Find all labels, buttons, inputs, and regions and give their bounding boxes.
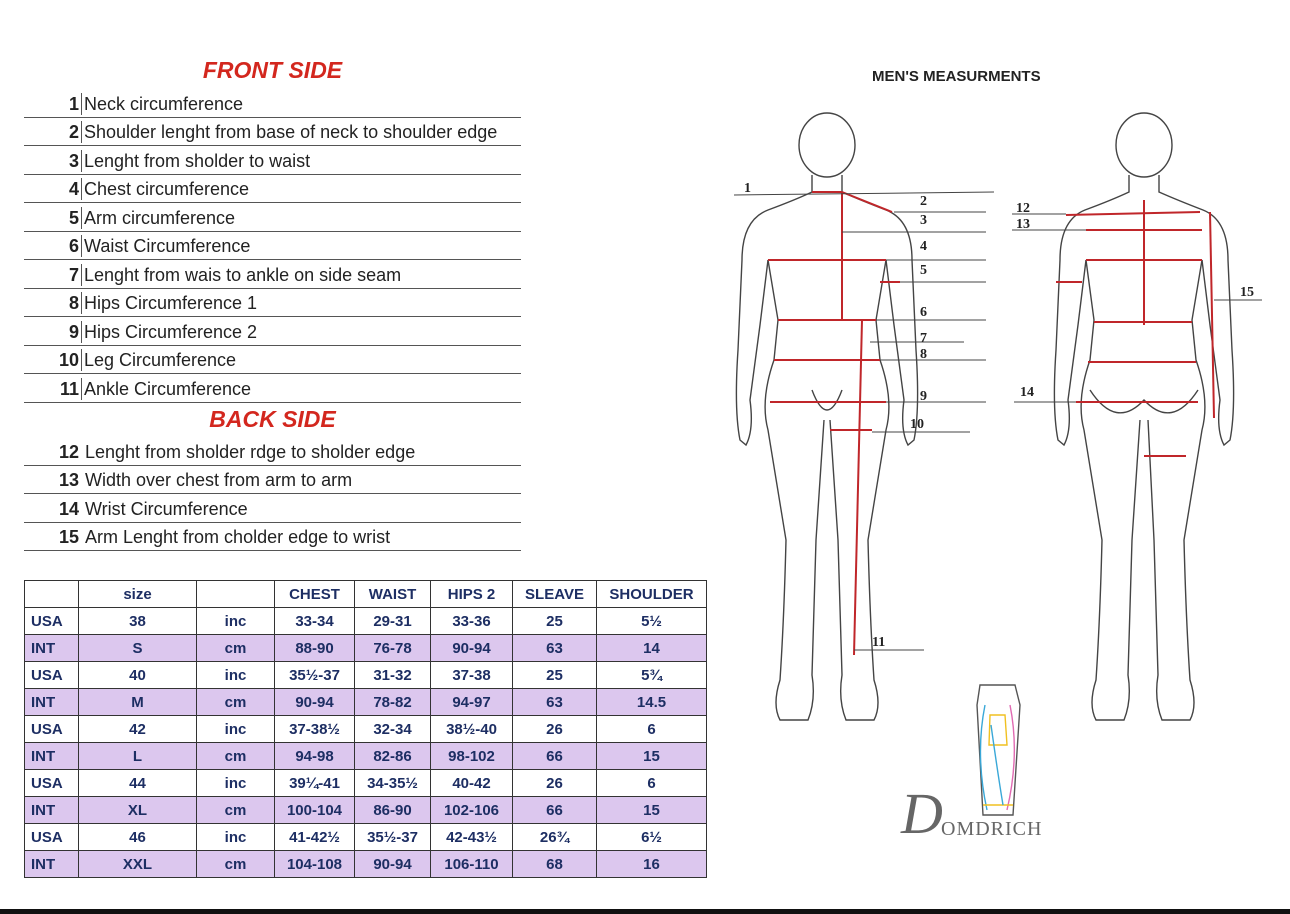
size-table-cell: 66 <box>513 743 597 770</box>
measurement-text: Leg Circumference <box>81 349 236 371</box>
measurement-item <box>24 175 521 204</box>
size-table-cell: USA <box>25 608 79 635</box>
size-table-cell: inc <box>197 716 275 743</box>
figure-label-front: 8 <box>920 347 927 362</box>
size-table-cell: 15 <box>597 743 707 770</box>
size-table-cell: 16 <box>597 851 707 878</box>
size-table-row <box>25 824 707 851</box>
size-chart-table <box>24 580 707 878</box>
size-table-cell: 26 <box>513 770 597 797</box>
measurement-number: 7 <box>68 264 79 285</box>
size-table-row <box>25 797 707 824</box>
size-table-cell: 104-108 <box>275 851 355 878</box>
measurement-text: Shoulder lenght from base of neck to shoulder edge <box>81 121 497 143</box>
measurement-number: 10 <box>58 350 79 370</box>
measurement-text: Hips Circumference 2 <box>81 321 257 343</box>
size-table-cell: 68 <box>513 851 597 878</box>
size-table-cell: 88-90 <box>275 635 355 662</box>
size-table-cell: 35½-37 <box>355 824 431 851</box>
size-table-cell: 34-35½ <box>355 770 431 797</box>
measurement-number: 15 <box>58 527 79 547</box>
size-table-cell: cm <box>197 743 275 770</box>
size-table-header-cell <box>197 581 275 608</box>
measurement-number: 1 <box>68 93 79 114</box>
logo-wordmark: OMDRICH <box>941 818 1043 840</box>
size-table-header <box>25 581 707 608</box>
size-table-header-cell: WAIST <box>355 581 431 608</box>
measurement-number: 12 <box>58 441 79 462</box>
size-table-cell: USA <box>25 770 79 797</box>
size-table-cell: USA <box>25 716 79 743</box>
measurement-text: Arm Lenght from cholder edge to wrist <box>85 527 391 547</box>
front-measure-lines <box>768 192 900 655</box>
size-table-cell: USA <box>25 824 79 851</box>
size-table-row <box>25 635 707 662</box>
measurement-text: Width over chest from arm to arm <box>85 470 353 490</box>
figure-label-front: 4 <box>920 239 927 254</box>
size-table-cell: 90-94 <box>431 635 513 662</box>
measurement-text: Lenght from sholder rdge to sholder edge <box>85 441 416 462</box>
measurement-text: Lenght from sholder to waist <box>81 150 310 172</box>
measurement-item <box>24 466 521 495</box>
figure-label-front: 10 <box>910 417 924 432</box>
measurement-number: 4 <box>68 179 79 199</box>
measurement-number: 5 <box>68 207 79 228</box>
measurement-item <box>24 89 521 118</box>
size-table-cell: 26 <box>513 716 597 743</box>
measurement-number: 9 <box>68 321 79 342</box>
size-table-cell: 37-38 <box>431 662 513 689</box>
measurement-item <box>24 374 521 403</box>
measurement-item <box>24 146 521 175</box>
figure-label-front: 3 <box>920 213 927 228</box>
body-measurement-diagram <box>720 100 1280 740</box>
size-table-cell: INT <box>25 635 79 662</box>
size-table-cell: 102-106 <box>431 797 513 824</box>
size-table-cell: 98-102 <box>431 743 513 770</box>
size-table-header-cell: SLEAVE <box>513 581 597 608</box>
size-table-header-cell: HIPS 2 <box>431 581 513 608</box>
figure-label-front: 7 <box>920 331 927 346</box>
measurement-text: Ankle Circumference <box>81 378 251 400</box>
measurement-text: Chest circumference <box>81 178 249 200</box>
size-table-cell: 6 <box>597 716 707 743</box>
measurement-item <box>24 494 521 523</box>
figure-label-back: 15 <box>1240 285 1254 300</box>
measurement-item <box>24 118 521 147</box>
back-side-title: BACK SIDE <box>209 406 336 432</box>
back-measure-lines <box>1056 200 1214 456</box>
measurement-number: 14 <box>58 498 79 519</box>
size-table-cell: 33-36 <box>431 608 513 635</box>
size-table-cell: 32-34 <box>355 716 431 743</box>
size-table-cell: INT <box>25 851 79 878</box>
size-table-header-cell <box>25 581 79 608</box>
measurement-number: 13 <box>58 470 79 490</box>
measurement-item <box>24 260 521 289</box>
size-table-cell: INT <box>25 689 79 716</box>
size-table-row <box>25 608 707 635</box>
measurement-item <box>24 232 521 261</box>
figure-title: MEN'S MEASURMENTS <box>872 68 1041 85</box>
measurement-number: 8 <box>68 293 79 313</box>
size-table-cell: 106-110 <box>431 851 513 878</box>
size-table-header-cell: size <box>79 581 197 608</box>
size-table-cell: cm <box>197 689 275 716</box>
size-table-header-cell: CHEST <box>275 581 355 608</box>
size-table-cell: 41-42½ <box>275 824 355 851</box>
size-table-row <box>25 743 707 770</box>
size-table-cell: 14 <box>597 635 707 662</box>
size-table-cell: cm <box>197 635 275 662</box>
size-table-cell: 44 <box>79 770 197 797</box>
measurement-text: Hips Circumference 1 <box>81 292 257 314</box>
size-table-cell: 94-97 <box>431 689 513 716</box>
size-table-cell: 33-34 <box>275 608 355 635</box>
size-table-cell: 6 <box>597 770 707 797</box>
size-table-cell: inc <box>197 608 275 635</box>
size-table-header-cell: SHOULDER <box>597 581 707 608</box>
figure-number-labels <box>744 181 1254 650</box>
measurement-number: 6 <box>68 236 79 256</box>
front-figure-outline <box>736 113 917 720</box>
size-table-cell: USA <box>25 662 79 689</box>
size-table-cell: 15 <box>597 797 707 824</box>
size-table-cell: XL <box>79 797 197 824</box>
size-table-cell: inc <box>197 770 275 797</box>
logo-initial-d: D <box>901 781 943 846</box>
size-table-cell: 90-94 <box>355 851 431 878</box>
figure-label-back: 14 <box>1020 385 1034 400</box>
figure-label-front: 2 <box>920 194 927 209</box>
measurement-item <box>24 437 521 466</box>
size-table-cell: XXL <box>79 851 197 878</box>
size-table-cell: cm <box>197 851 275 878</box>
size-table-cell: 25 <box>513 608 597 635</box>
figure-label-front: 6 <box>920 305 927 320</box>
size-table-row <box>25 689 707 716</box>
measurement-number: 3 <box>68 150 79 171</box>
size-table-cell: 63 <box>513 689 597 716</box>
size-table-cell: inc <box>197 824 275 851</box>
size-table-cell: 63 <box>513 635 597 662</box>
size-table-row <box>25 770 707 797</box>
size-table-cell: L <box>79 743 197 770</box>
size-table-row <box>25 716 707 743</box>
size-table-cell: 29-31 <box>355 608 431 635</box>
size-table-cell: 35½-37 <box>275 662 355 689</box>
size-table-cell: 5½ <box>597 608 707 635</box>
measurement-item <box>24 203 521 232</box>
measurement-text: Arm circumference <box>81 207 235 229</box>
size-table-cell: INT <box>25 797 79 824</box>
front-side-title: FRONT SIDE <box>202 57 343 83</box>
measurement-text: Lenght from wais to ankle on side seam <box>81 264 401 286</box>
measurement-number: 11 <box>59 378 79 399</box>
size-table-cell: 46 <box>79 824 197 851</box>
size-table-row <box>25 851 707 878</box>
size-table-cell: 31-32 <box>355 662 431 689</box>
size-table-cell: 38½-40 <box>431 716 513 743</box>
measurement-item <box>24 289 521 318</box>
size-table-cell: 6½ <box>597 824 707 851</box>
bottom-divider-bar <box>0 909 1290 914</box>
size-table-cell: 25 <box>513 662 597 689</box>
size-table-cell: 42-43½ <box>431 824 513 851</box>
figure-label-back: 13 <box>1016 217 1030 232</box>
size-table-cell: 90-94 <box>275 689 355 716</box>
size-table-cell: 66 <box>513 797 597 824</box>
measurement-item <box>24 523 521 552</box>
measurement-item <box>24 346 521 375</box>
back-measurement-list <box>24 437 521 551</box>
size-table-cell: 94-98 <box>275 743 355 770</box>
front-measurement-list <box>24 89 521 403</box>
size-table-cell: 40-42 <box>431 770 513 797</box>
size-table-cell: INT <box>25 743 79 770</box>
size-table-cell: 42 <box>79 716 197 743</box>
size-table-cell: 38 <box>79 608 197 635</box>
measurement-text: Neck circumference <box>81 93 243 115</box>
size-table-cell: inc <box>197 662 275 689</box>
size-table-cell: 86-90 <box>355 797 431 824</box>
size-table-cell: 76-78 <box>355 635 431 662</box>
size-table-cell: 39¼-41 <box>275 770 355 797</box>
domdrich-logo <box>895 675 1095 865</box>
measurement-text: Waist Circumference <box>81 235 250 257</box>
size-table-cell: 26¾ <box>513 824 597 851</box>
size-table-cell: 78-82 <box>355 689 431 716</box>
size-table-cell: 37-38½ <box>275 716 355 743</box>
size-table-cell: 5¾ <box>597 662 707 689</box>
size-table-cell: 82-86 <box>355 743 431 770</box>
figure-label-front: 11 <box>872 635 886 650</box>
figure-label-back: 12 <box>1016 201 1030 216</box>
size-table-cell: cm <box>197 797 275 824</box>
measurement-number: 2 <box>68 122 79 142</box>
size-table-row <box>25 662 707 689</box>
figure-label-front: 1 <box>744 181 751 196</box>
figure-label-front: 9 <box>920 389 927 404</box>
size-table-cell: 14.5 <box>597 689 707 716</box>
size-table-cell: 40 <box>79 662 197 689</box>
size-table-cell: M <box>79 689 197 716</box>
measurement-text: Wrist Circumference <box>85 498 248 519</box>
size-table-cell: S <box>79 635 197 662</box>
size-table-cell: 100-104 <box>275 797 355 824</box>
figure-label-front: 5 <box>920 263 927 278</box>
measurement-item <box>24 317 521 346</box>
